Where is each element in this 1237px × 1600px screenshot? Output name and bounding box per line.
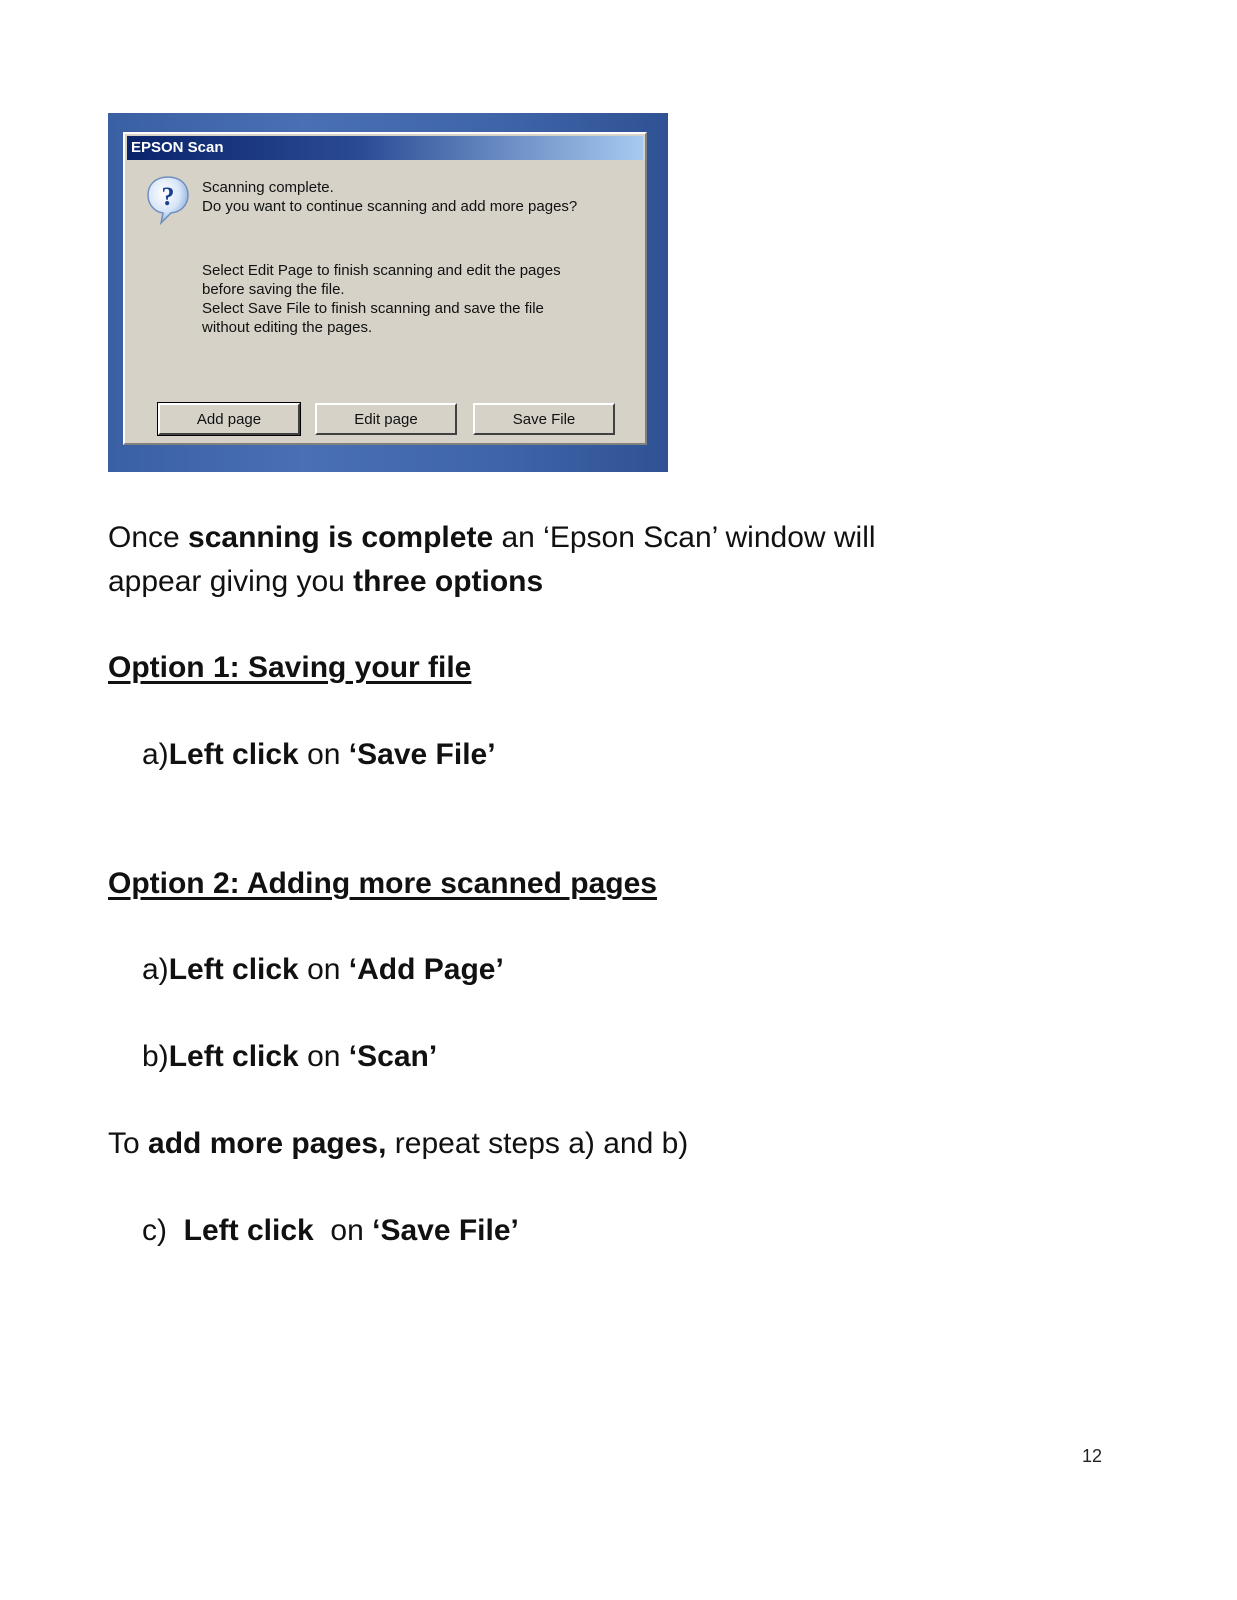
option-2-step-c: [142, 1209, 519, 1253]
dialog-title: EPSON Scan: [131, 139, 224, 156]
question-icon: [145, 174, 191, 226]
repeat-emphasis: add more pages,: [148, 1127, 387, 1160]
step-marker: a): [142, 953, 169, 986]
detail-line: without editing the pages.: [202, 319, 373, 336]
option-1-heading: Option 1: Saving your file: [108, 651, 472, 684]
dialog-message: [202, 178, 577, 216]
repeat-text: repeat steps a) and b): [386, 1127, 689, 1160]
step-target: ‘Save File’: [348, 738, 496, 771]
intro-line-2: [108, 560, 876, 604]
intro-text: appear giving you: [108, 565, 354, 598]
message-line: Scanning complete.: [202, 179, 334, 196]
step-action: Left click: [168, 738, 299, 771]
step-action: Left click: [168, 953, 299, 986]
option-1-step-a: [142, 733, 496, 777]
dialog-title-bar: [127, 136, 643, 160]
add-page-button[interactable]: Add page: [158, 403, 300, 435]
detail-line: before saving the file.: [202, 281, 345, 298]
option-2-step-b: [142, 1035, 437, 1079]
step-target: ‘Scan’: [348, 1040, 438, 1073]
option-2-step-a: [142, 948, 504, 992]
step-marker: b): [142, 1040, 169, 1073]
step-middle: on: [322, 1214, 373, 1247]
intro-text: Once: [108, 521, 189, 554]
step-target: ‘Save File’: [372, 1214, 519, 1247]
step-middle: on: [298, 1040, 349, 1073]
epson-scan-dialog: [123, 132, 647, 445]
intro-paragraph: [108, 516, 876, 604]
dialog-detail: [202, 261, 561, 337]
epson-scan-screenshot: [108, 113, 668, 472]
option-2-heading: Option 2: Adding more scanned pages: [108, 867, 657, 900]
message-line: Do you want to continue scanning and add more pages?: [202, 198, 578, 215]
intro-line-1: [108, 516, 876, 560]
page-number: 12: [1082, 1446, 1103, 1466]
step-middle: on: [298, 738, 349, 771]
save-file-button[interactable]: Save File: [473, 403, 615, 435]
step-target: ‘Add Page’: [348, 953, 504, 986]
intro-emphasis: three options: [353, 565, 544, 598]
step-action: Left click: [168, 1040, 299, 1073]
step-marker: c): [142, 1214, 167, 1247]
detail-line: Select Edit Page to finish scanning and edit the pages: [202, 262, 561, 279]
intro-text: an ‘Epson Scan’ window will: [493, 521, 876, 554]
step-marker: a): [142, 738, 169, 771]
repeat-text: To: [108, 1127, 149, 1160]
repeat-instruction: [108, 1122, 688, 1166]
svg-text:?: ?: [161, 182, 175, 211]
step-middle: on: [298, 953, 349, 986]
edit-page-button[interactable]: Edit page: [315, 403, 457, 435]
intro-emphasis: scanning is complete: [188, 521, 494, 554]
step-action: Left click: [183, 1214, 314, 1247]
detail-line: Select Save File to finish scanning and save the file: [202, 300, 544, 317]
